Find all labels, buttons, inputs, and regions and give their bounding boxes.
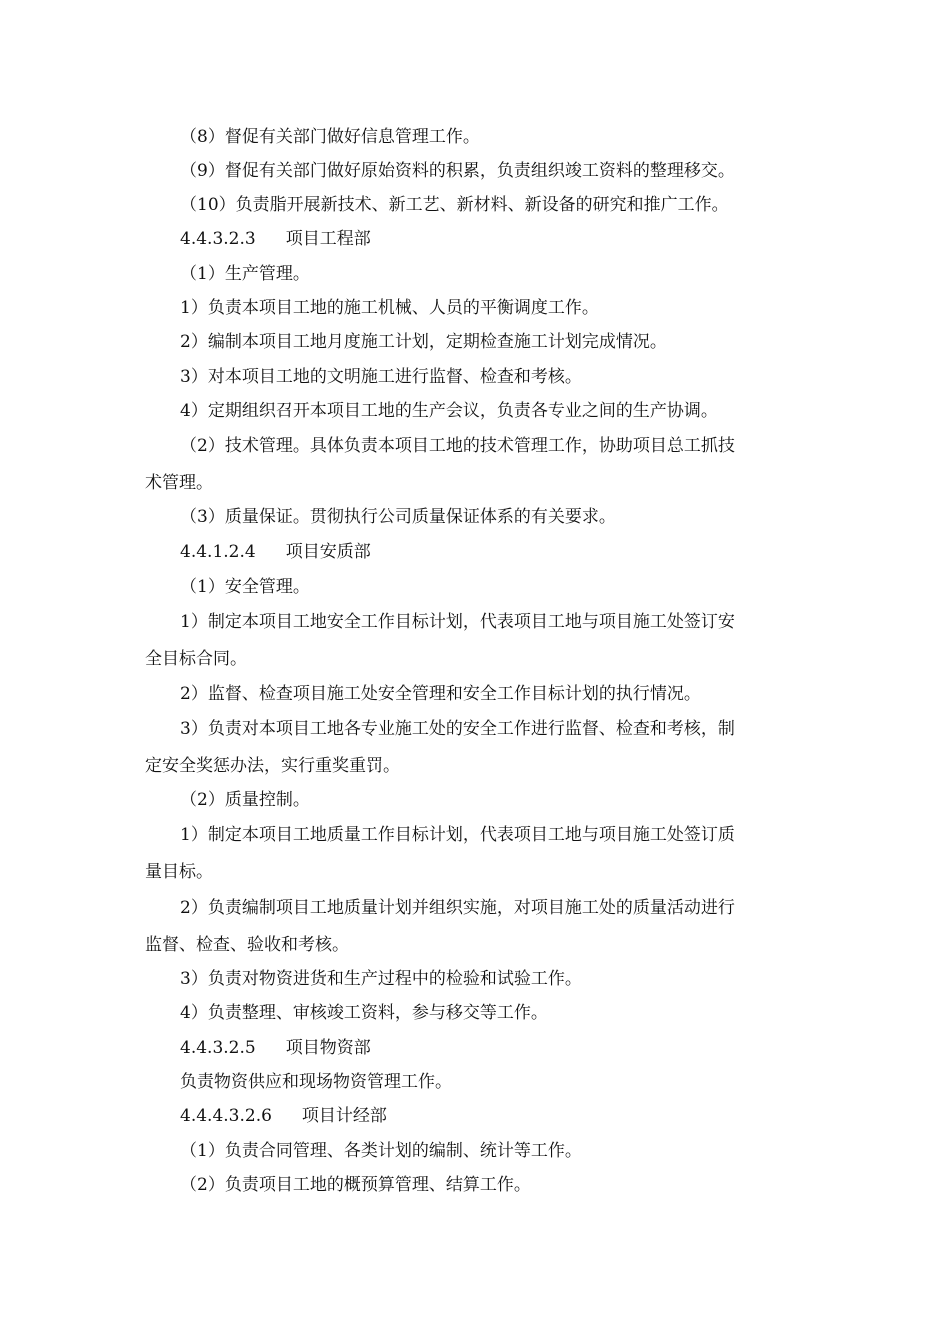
paragraph-line: （3）质量保证。贯彻执行公司质量保证体系的有关要求。 [180,507,616,527]
paragraph-line: 4）定期组织召开本项目工地的生产会议，负责各专业之间的生产协调。 [180,401,718,421]
section-number: 4.4.3.2.5 [180,1038,256,1058]
section-title: 项目安质部 [285,542,371,562]
paragraph-line: 3）对本项目工地的文明施工进行监督、检查和考核。 [180,367,582,387]
section-heading [180,1103,810,1129]
paragraph-line: （2）负责项目工地的概预算管理、结算工作。 [180,1175,531,1195]
paragraph-line: 1）制定本项目工地安全工作目标计划，代表项目工地与项目施工处签订安 [180,612,735,632]
paragraph-line: （1）负责合同管理、各类计划的编制、统计等工作。 [180,1141,582,1161]
section-title: 项目工程部 [285,229,371,249]
paragraph-line: （9）督促有关部门做好原始资料的积累，负责组织竣工资料的整理移交。 [180,161,735,181]
section-title: 项目计经部 [301,1106,387,1126]
paragraph-line: （1）安全管理。 [180,577,310,597]
paragraph-line: 全目标合同。 [145,649,247,669]
section-heading [180,1035,810,1061]
section-title: 项目物资部 [285,1038,371,1058]
paragraph-line: 4）负责整理、审核竣工资料，参与移交等工作。 [180,1003,548,1023]
paragraph-line: （1）生产管理。 [180,264,310,284]
paragraph-line: （10）负责脂开展新技术、新工艺、新材料、新设备的研究和推广工作。 [180,195,729,215]
section-heading [180,226,810,252]
paragraph-line: （2）质量控制。 [180,790,310,810]
paragraph-line: 定安全奖惩办法，实行重奖重罚。 [145,756,400,776]
section-number: 4.4.4.3.2.6 [180,1106,272,1126]
paragraph-line: 术管理。 [145,473,213,493]
paragraph-line: 2）负责编制项目工地质量计划并组织实施，对项目施工处的质量活动进行 [180,898,735,918]
paragraph-line: （2）技术管理。具体负责本项目工地的技术管理工作，协助项目总工抓技 [180,436,735,456]
section-heading [180,539,810,565]
paragraph-line: 负责物资供应和现场物资管理工作。 [180,1072,452,1092]
paragraph-line: 2）监督、检查项目施工处安全管理和安全工作目标计划的执行情况。 [180,684,701,704]
paragraph-line: 量目标。 [145,862,213,882]
paragraph-line: （8）督促有关部门做好信息管理工作。 [180,127,480,147]
paragraph-line: 1）制定本项目工地质量工作目标计划，代表项目工地与项目施工处签订质 [180,825,735,845]
paragraph-line: 3）负责对本项目工地各专业施工处的安全工作进行监督、检查和考核，制 [180,719,735,739]
section-number: 4.4.3.2.3 [180,229,256,249]
paragraph-line: 1）负责本项目工地的施工机械、人员的平衡调度工作。 [180,298,599,318]
paragraph-line: 3）负责对物资进货和生产过程中的检验和试验工作。 [180,969,582,989]
section-number: 4.4.1.2.4 [180,542,256,562]
paragraph-line: 2）编制本项目工地月度施工计划，定期检查施工计划完成情况。 [180,332,667,352]
paragraph-line: 监督、检查、验收和考核。 [145,935,349,955]
